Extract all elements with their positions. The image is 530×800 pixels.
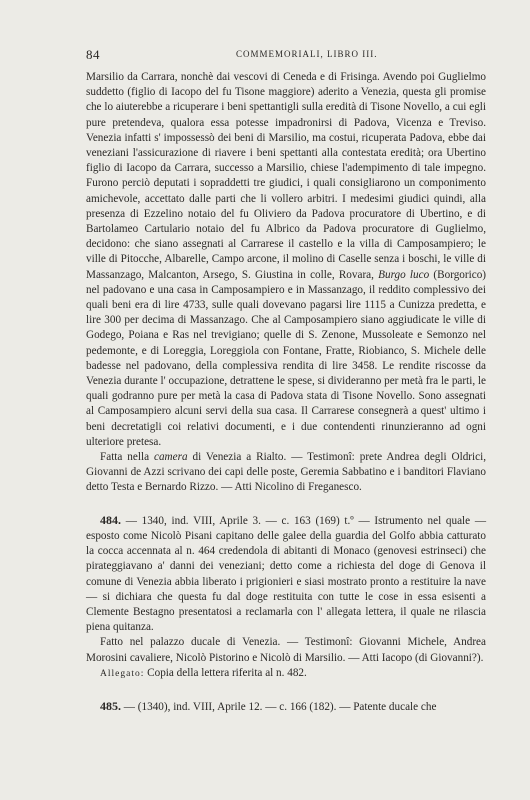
entry-witnesses (86, 635, 486, 665)
allegato-label: Allegato: (100, 668, 145, 679)
italic-term: Burgo luco (378, 268, 430, 281)
paragraph-text: Marsilio da Carrara, nonchè dai vescovi di Ceneda e di Frisinga. Avendo poi Guglielmo suddetto (figlio di Iacopo del fu Tisone maggiore) aderito a Venezia, questa gli promise che lo aiuterebbe a ricuperare i beni spettantigli sulla eredità di Tisone Novello, a cui egli pure pretendeva, qualora essa potesse impadronirsi di Padova, Vicenza e Treviso. Venezia infatti s' impossessò dei beni di Marsilio, ma costui, ricuperata Padova, ebbe dai veneziani l'assicurazione di riavere i beni spettanti alla contestata eredità; ora Ubertino figlio di Iacopo da Carrara, successo a Marsilio, chiese l'adempimento di tale impegno. Furono perciò deputati i sopraddetti tre giudici, i quali consigliarono un componimento amichevole, accettato dalle parti che li vollero arbitri. I medesimi giudici quindi, alla presenza di Ezzelino notaio del fu Oliviero da Padova procuratore di Ubertino, e di Bartolameo Cartulario notaio del fu Albrico da Padova procuratore di Guglielmo, decidono: che siano assegnati al Carrarese il castello e la villa di Camposampiero; le ville di Pitocche, Albarelle, Campo arcone, il molino di Caselle senza i boschi, le ville di Massanzago, Malcanton, Arsego, S. Giustina in colle, Rovara, (86, 71, 486, 281)
paragraph (86, 450, 486, 496)
entry-number: 485. (100, 698, 121, 713)
entry-text: — (1340), ind. VIII, Aprile 12. — c. 166 (182). — Patente ducale che (123, 700, 437, 713)
page-number: 84 (86, 47, 100, 62)
paragraph (86, 70, 486, 450)
paragraph-text-continued: (Borgorico) nel padovano e una casa in Camposampiero e in Massanzago, il reddito complessivo dei quali beni era di lire 4733, sulle quali dovevano pagarsi lire 1115 a Cunizza predetta, e lire 300 per decima di Massanzago. Che al Camposampiero siano aggiudicate le ville di Godego, Poiana e Ras nel trevigiano; quelle di S. Zenone, Mussoleate e Semonzo nel pedemonte, e di Loreggia, Loreggiola con Fontane, Fratte, Riobianco, S. Michele delle badesse nel padovano, della complessiva rendita di lire 3458. Le rendite riscosse da Venezia durante l' occupazione, detrattene le spese, si divideranno per metà fra le parti, le quali godranno pure per metà la casa di Padova stata di Tisone Novello. Sono assegnati al Camposampiero alcuni servi della sua casa. Il Carrarese consegnerà a quest' ultimo i beni decretatigli coi relativi documenti, e i due contendenti rinunzieranno ad ogni ulteriore pretesa. (86, 268, 487, 448)
page-body (86, 70, 486, 715)
paragraph-text: Fatta nella (100, 451, 150, 464)
entry-number: 484. (100, 512, 121, 527)
allegato-text: Copia della lettera riferita al n. 482. (147, 666, 307, 679)
witnesses-text: Fatto nel palazzo ducale di Venezia. — Testimonî: Giovanni Michele, Andrea Morosini cavaliere, Nicolò Pistorino e Nicolò di Marsilio. — Atti Iacopo (di Giovanni?). (86, 636, 486, 664)
entry-allegato (86, 666, 486, 682)
page-header (86, 49, 486, 63)
paragraph-text-continued: di Venezia a Rialto. — Testimonî: prete Andrea degli Oldrici, Giovanni de Azzi scrivano dei capi delle poste, Geremia Sabbatino e i banditori Flaviano detto Testa e Bernardo Rizzo. — Atti Nicolino di Freganesco. (86, 451, 487, 494)
entry-text: — 1340, ind. VIII, Aprile 3. — c. 163 (169) t.º — Istrumento nel quale — esposto come Nicolò Pisani capitano delle galee della guardia del Golfo abbia catturato la cocca accennata al n. 464 credendola di abitanti di Monaco (genovesi estrinseci) che pirateggiavano a' danni dei veneziani; detto come a richiesta del doge di Genova il comune di Venezia abbia liberato i prigionieri e siasi mostrato pronto a restituire la nave — si dichiara che questa fu dal doge restituita con tutte le cose in essa esisenti a Clemente Bestagno presentatosi a reclamarla con l' allegata lettera, il quale ne rilascia piena quitanza. (86, 514, 487, 634)
running-head: COMMEMORIALI, LIBRO III. (236, 49, 378, 59)
italic-term: camera (153, 451, 188, 464)
entry-485 (86, 699, 486, 715)
entry-484 (86, 513, 486, 636)
